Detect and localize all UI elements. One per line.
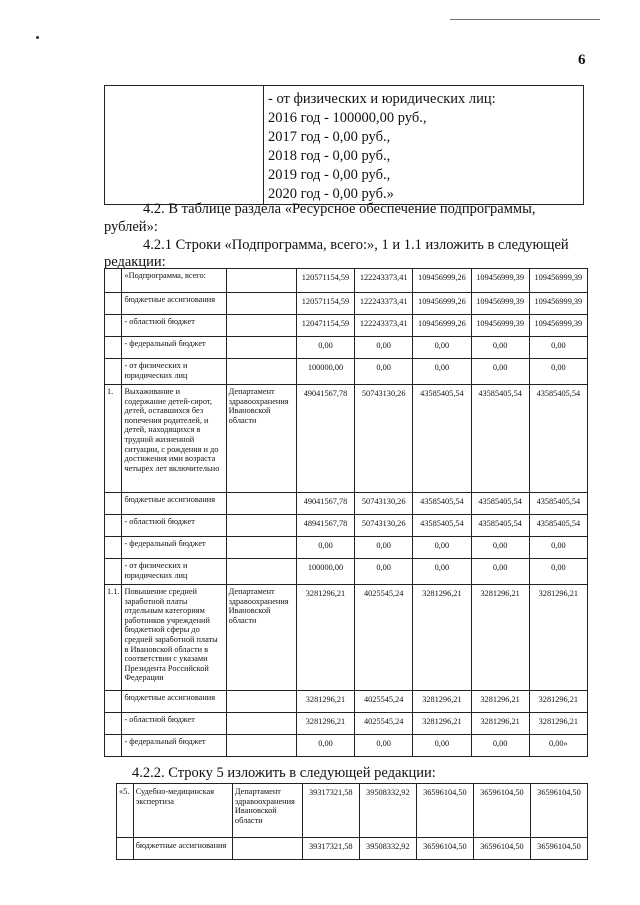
row-number [105,337,122,359]
row-number: 1.1. [105,585,122,691]
row-value: 0,00 [529,337,587,359]
row5-table [116,783,588,860]
funding-line: - от физических и юридических лиц: [268,91,496,107]
row-executor [226,293,296,315]
row-executor [226,493,296,515]
row-value: 120471154,59 [296,315,354,337]
row-value: 49041567,78 [296,493,354,515]
page-number: 6 [578,52,586,68]
row-name: Повышение средней заработной платы отдельным категориям работников учреждений бюджетной сферы до средней заработной платы в Ивановской области в соответствии с указами Президента Российской Федерации [122,585,226,691]
row-value: 3281296,21 [413,713,471,735]
row-value: 3281296,21 [296,691,354,713]
empty-cell [105,86,264,205]
row-name: - федеральный бюджет [122,735,226,757]
row-number [105,293,122,315]
row-value: 43585405,54 [529,385,587,493]
row-value: 0,00 [355,735,413,757]
row-executor [226,559,296,585]
row-value: 109456999,26 [413,269,471,293]
row-value: 50743130,26 [355,385,413,493]
funding-line: 2020 год - 0,00 руб.» [268,186,394,202]
row-number [105,735,122,757]
funding-line: 2017 год - 0,00 руб., [268,129,391,145]
table-row [117,838,588,860]
row-value: 122243373,41 [355,293,413,315]
row-value: 0,00 [355,537,413,559]
row-name: - федеральный бюджет [122,537,226,559]
row-name: Судебно-медицинская экспертиза [133,784,232,838]
row-name: бюджетные ассигнования [122,691,226,713]
row-value: 0,00 [471,559,529,585]
row-value: 43585405,54 [471,493,529,515]
row-value: 43585405,54 [471,385,529,493]
row-value: 122243373,41 [355,269,413,293]
row-name: бюджетные ассигнования [133,838,232,860]
funding-line: 2019 год - 0,00 руб., [268,167,391,183]
scan-mark [36,36,39,39]
row-value: 4025545,24 [355,713,413,735]
row-value: 43585405,54 [413,515,471,537]
row-value: 36596104,50 [530,838,587,860]
row-value: 36596104,50 [416,838,473,860]
row-name: Выхаживание и содержание детей-сирот, детей, оставшихся без попечения родителей, и детей, находящихся в трудной жизненной ситуации, с рождения и до достижения ими возраста четырех лет включительно [122,385,226,493]
row-number [105,713,122,735]
row-value: 109456999,39 [471,315,529,337]
table-row [105,493,588,515]
row-value: 109456999,39 [529,293,587,315]
row-value: 39508332,92 [359,784,416,838]
paragraph-4-2-2: 4.2.2. Строку 5 изложить в следующей редакции: [132,765,436,781]
row-value: 3281296,21 [413,691,471,713]
row-value: 109456999,39 [529,269,587,293]
row-value: 43585405,54 [413,493,471,515]
row-executor [226,537,296,559]
paragraph-4-2-1-cont: редакции: [104,254,166,270]
row-value: 43585405,54 [529,515,587,537]
row-name: - областной бюджет [122,315,226,337]
table-row [105,359,588,385]
row-executor [226,515,296,537]
table-row [105,585,588,691]
table-row [105,713,588,735]
row-value: 43585405,54 [529,493,587,515]
row-number [105,315,122,337]
row-number [105,515,122,537]
resource-table [104,268,588,757]
row-executor: Департамент здравоохранения Ивановской области [226,585,296,691]
row-value: 50743130,26 [355,515,413,537]
row-value: 3281296,21 [529,713,587,735]
row-value: 49041567,78 [296,385,354,493]
row-name: - областной бюджет [122,515,226,537]
paragraph-4-2-cont: рублей»: [104,219,158,235]
table-row [105,269,588,293]
row-value: 0,00 [413,537,471,559]
row-name: - федеральный бюджет [122,337,226,359]
row-value: 4025545,24 [355,585,413,691]
row-number [105,493,122,515]
row-value: 43585405,54 [413,385,471,493]
row-value: 3281296,21 [413,585,471,691]
row-value: 39508332,92 [359,838,416,860]
row-value: 3281296,21 [529,585,587,691]
row-executor [226,337,296,359]
row-executor [226,359,296,385]
row-executor [226,691,296,713]
table-row [105,337,588,359]
row-name: - областной бюджет [122,713,226,735]
row-number [105,359,122,385]
table-row [117,784,588,838]
table-row [105,385,588,493]
row-value: 0,00 [413,735,471,757]
row-value: 0,00 [529,359,587,385]
row-name: - от физических и юридических лиц [122,559,226,585]
funding-sources-cell [264,86,584,205]
row-value: 0,00 [471,735,529,757]
paragraph-4-2-1: 4.2.1 Строки «Подпрограмма, всего:», 1 и 1.1 изложить в следующей [143,237,569,253]
row-value: 109456999,39 [471,293,529,315]
row-value: 0,00 [355,359,413,385]
row-value: 0,00 [413,337,471,359]
row-value: 3281296,21 [471,691,529,713]
table-row [105,293,588,315]
table-row [105,735,588,757]
row-value: 39317321,58 [302,784,359,838]
row-number: «5. [117,784,134,838]
row-value: 109456999,39 [529,315,587,337]
row-executor [226,315,296,337]
row-value: 0,00 [296,735,354,757]
row-value: 50743130,26 [355,493,413,515]
funding-line: 2018 год - 0,00 руб., [268,148,391,164]
continuation-table [104,85,584,205]
row-value: 120571154,59 [296,269,354,293]
row-executor: Департамент здравоохранения Ивановской области [226,385,296,493]
row-value: 48941567,78 [296,515,354,537]
table-row [105,559,588,585]
scan-line [450,19,600,20]
row-executor [226,735,296,757]
row-value: 0,00 [471,359,529,385]
row-number [105,269,122,293]
row-number [117,838,134,860]
row-name: «Подпрограмма, всего: [122,269,226,293]
row-value: 0,00 [471,537,529,559]
row-value: 0,00 [471,337,529,359]
row-name: бюджетные ассигнования [122,493,226,515]
row-value: 4025545,24 [355,691,413,713]
row-value: 122243373,41 [355,315,413,337]
row-value: 3281296,21 [296,585,354,691]
row-value: 0,00 [355,559,413,585]
row-value: 0,00 [355,337,413,359]
row-value: 100000,00 [296,359,354,385]
row-value: 0,00» [529,735,587,757]
row-value: 43585405,54 [471,515,529,537]
row-number [105,537,122,559]
row-value: 109456999,26 [413,315,471,337]
row-value: 36596104,50 [530,784,587,838]
row-number [105,559,122,585]
paragraph-4-2: 4.2. В таблице раздела «Ресурсное обеспечение подпрограммы, [143,201,536,217]
row-name: - от физических и юридических лиц [122,359,226,385]
row-value: 109456999,26 [413,293,471,315]
row-name: бюджетные ассигнования [122,293,226,315]
row-executor [226,713,296,735]
row-value: 0,00 [529,559,587,585]
row-value: 0,00 [296,337,354,359]
row-value: 0,00 [413,359,471,385]
table-row [105,537,588,559]
row-value: 39317321,58 [302,838,359,860]
row-executor [232,838,302,860]
row-value: 36596104,50 [473,838,530,860]
row-value: 36596104,50 [473,784,530,838]
row-value: 3281296,21 [471,585,529,691]
funding-line: 2016 год - 100000,00 руб., [268,110,427,126]
row-value: 0,00 [529,537,587,559]
row-value: 100000,00 [296,559,354,585]
row-value: 120571154,59 [296,293,354,315]
row-value: 3281296,21 [471,713,529,735]
row-executor [226,269,296,293]
row-value: 0,00 [296,537,354,559]
row-value: 36596104,50 [416,784,473,838]
row-value: 3281296,21 [296,713,354,735]
row-number [105,691,122,713]
row-number: 1. [105,385,122,493]
table-row [105,691,588,713]
row-value: 0,00 [413,559,471,585]
row-value: 109456999,39 [471,269,529,293]
row-executor: Департамент здравоохранения Ивановской области [232,784,302,838]
row-value: 3281296,21 [529,691,587,713]
table-row [105,315,588,337]
table-row [105,515,588,537]
